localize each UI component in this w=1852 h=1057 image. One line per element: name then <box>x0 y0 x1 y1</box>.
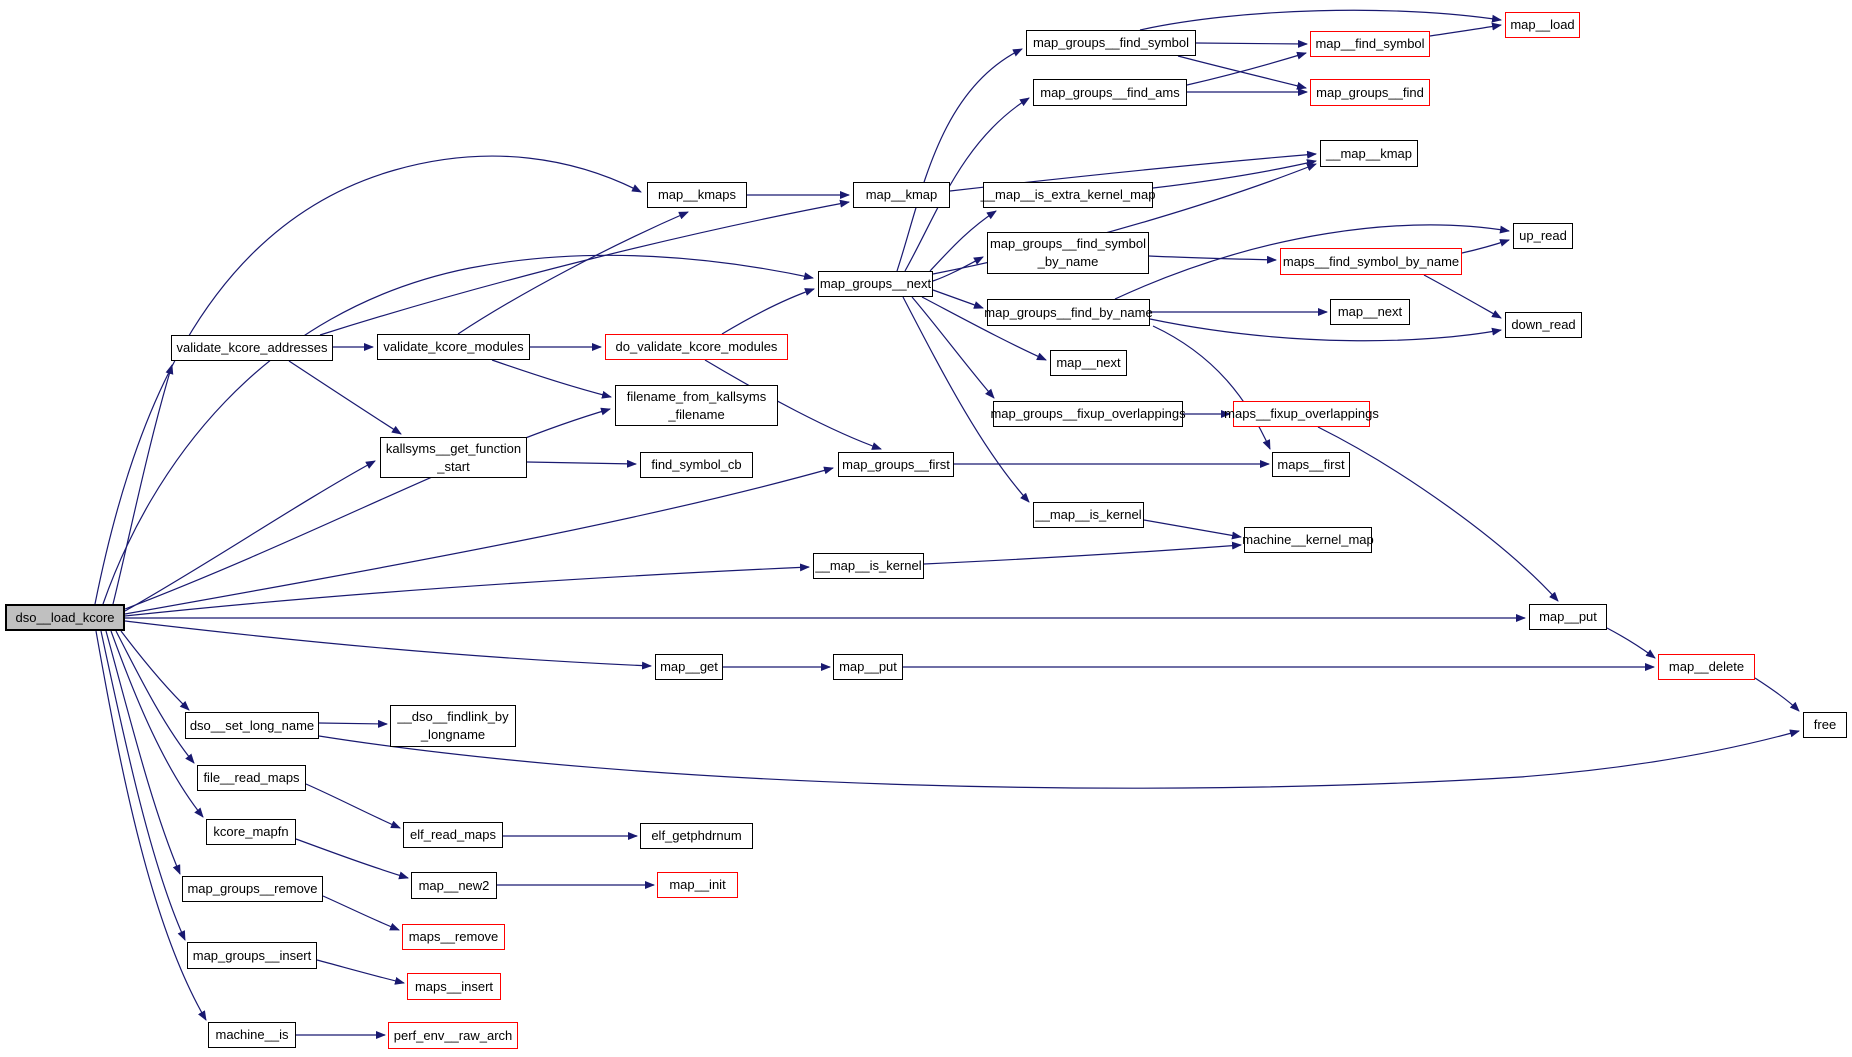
node-label-line: map__next <box>1337 304 1403 320</box>
node-label-line: up_read <box>1519 228 1567 244</box>
node-label-line: maps__remove <box>408 929 499 945</box>
node-map_groups__find_ams[interactable] <box>1033 79 1187 106</box>
node-label-line: map__put <box>839 659 897 675</box>
node-label-line: down_read <box>1511 317 1576 333</box>
node-map__kmaps[interactable] <box>647 182 747 208</box>
node-__map__is_kernel_2[interactable] <box>813 553 924 579</box>
node-dso__set_long_name[interactable] <box>185 712 319 739</box>
node-label-line: map__put <box>1539 609 1597 625</box>
node-label-line: map__find_symbol <box>1315 36 1425 52</box>
node-label-line: maps__fixup_overlappings <box>1224 406 1379 422</box>
node-label-line: map__kmaps <box>657 187 737 203</box>
node-maps__first[interactable] <box>1272 452 1350 477</box>
node-label-line: map_groups__find_symbol <box>1032 35 1190 51</box>
node-__map__is_kernel[interactable] <box>1033 502 1144 528</box>
node-map__init[interactable] <box>657 872 738 898</box>
node-down_read[interactable] <box>1505 312 1582 338</box>
node-label-line: maps__find_symbol_by_name <box>1282 253 1460 269</box>
node-label-line: map__get <box>660 659 718 675</box>
node-label-line: kcore_mapfn <box>213 824 289 840</box>
node-map_groups__remove[interactable] <box>182 876 323 902</box>
node-validate_kcore_addresses[interactable] <box>171 335 333 361</box>
node-maps__remove[interactable] <box>402 924 505 950</box>
node-up_read[interactable] <box>1513 223 1573 249</box>
node-map__delete[interactable] <box>1658 654 1755 680</box>
node-label-line: _by_name <box>1037 254 1099 269</box>
node-machine__kernel_map[interactable] <box>1244 527 1372 553</box>
node-map_groups__insert[interactable] <box>187 942 317 969</box>
node-kcore_mapfn[interactable] <box>206 819 296 845</box>
node-map__next[interactable] <box>1050 350 1127 376</box>
node-label-line: validate_kcore_modules <box>383 339 524 355</box>
node-machine__is[interactable] <box>208 1022 296 1048</box>
node-dso__load_kcore <box>5 604 125 631</box>
node-label-line: map__kmap <box>865 187 938 203</box>
node-label-line: maps__first <box>1277 456 1345 472</box>
node-label-line: map__delete <box>1668 659 1745 675</box>
node-map__put[interactable] <box>833 654 903 680</box>
node-label-line: elf_read_maps <box>410 827 496 843</box>
node-label-line: __map__kmap <box>1326 145 1412 161</box>
node-label-line: free <box>1813 717 1837 733</box>
node-file__read_maps[interactable] <box>197 765 306 791</box>
node-do_validate_kcore_modules[interactable] <box>605 334 788 360</box>
node-label-line: elf_getphdrnum <box>651 828 742 844</box>
node-label-line: _longname <box>420 727 486 742</box>
node-label-line: __map__is_kernel <box>815 558 922 574</box>
node-__map__kmap[interactable] <box>1320 140 1418 167</box>
node-map_groups__find_by_name[interactable] <box>984 299 1153 326</box>
node-label-line: _filename <box>668 406 725 422</box>
node-maps__fixup_overlappings[interactable] <box>1224 401 1379 427</box>
node-label-line: __map__is_extra_kernel_map <box>980 187 1156 203</box>
node-label-line: filename_from_kallsyms <box>626 388 767 404</box>
node-elf_getphdrnum[interactable] <box>640 823 753 849</box>
node-map__find_symbol[interactable] <box>1310 31 1430 57</box>
node-map_groups__next[interactable] <box>818 271 933 297</box>
node-map__kmap[interactable] <box>853 182 950 208</box>
node-free[interactable] <box>1803 712 1847 738</box>
node-label-line: machine__kernel_map <box>1242 532 1374 548</box>
node-validate_kcore_modules[interactable] <box>377 334 530 360</box>
node-perf_env__raw_arch[interactable] <box>388 1022 518 1049</box>
node-label-line: map_groups__fixup_overlappings <box>990 406 1186 422</box>
node-label-line: validate_kcore_addresses <box>176 340 328 356</box>
node-filename_from_kallsyms_filename[interactable] <box>615 385 778 426</box>
node-label-line: _start <box>437 458 470 474</box>
node-label-line: file__read_maps <box>203 770 300 786</box>
node-label-line: map__load <box>1510 17 1575 33</box>
node-label-line: __map__is_kernel <box>1035 507 1142 523</box>
node-map__put_2[interactable] <box>1529 604 1607 630</box>
node-map_groups__find[interactable] <box>1310 79 1430 106</box>
node-find_symbol_cb[interactable] <box>640 452 753 478</box>
node-label-line: map_groups__remove <box>187 881 318 897</box>
node-label-line: dso__set_long_name <box>189 717 315 733</box>
node-map__new2[interactable] <box>411 872 497 899</box>
node-label-line: map_groups__find <box>1316 84 1424 100</box>
node-label-line: map_groups__insert <box>192 947 312 963</box>
node-label-line: map_groups__first <box>842 456 950 472</box>
node-map_groups__first[interactable] <box>838 452 954 477</box>
node-map__get[interactable] <box>655 654 723 680</box>
node-map_groups__find_symbol_by_name[interactable] <box>987 232 1149 274</box>
node-map__load[interactable] <box>1505 12 1580 38</box>
node-label-line: do_validate_kcore_modules <box>615 339 778 355</box>
node-label-line: map_groups__find_by_name <box>984 304 1153 320</box>
node-maps__find_symbol_by_name[interactable] <box>1280 248 1462 275</box>
node-label-line: map__init <box>669 877 726 893</box>
node-label-line: find_symbol_cb <box>651 457 742 473</box>
node-label-line: machine__is <box>215 1027 289 1043</box>
node-kallsyms__get_function_start[interactable] <box>380 437 527 478</box>
node-map_groups__find_symbol[interactable] <box>1026 30 1196 56</box>
node-maps__insert[interactable] <box>407 973 501 1000</box>
node-label-line: perf_env__raw_arch <box>393 1027 513 1043</box>
node-__dso__findlink_by_longname[interactable] <box>390 705 516 747</box>
node-label-line: map_groups__next <box>819 276 932 292</box>
node-label-line: map_groups__find_symbol <box>989 236 1147 252</box>
node-elf_read_maps[interactable] <box>403 822 503 848</box>
node-label-line: kallsyms__get_function <box>385 440 522 456</box>
node-label-line: dso__load_kcore <box>15 609 115 625</box>
node-label-line: __dso__findlink_by <box>397 709 509 725</box>
node-label-line: maps__insert <box>414 978 494 994</box>
node-map__next_2[interactable] <box>1330 299 1410 325</box>
node-label-line: map__new2 <box>418 877 490 893</box>
node-__map__is_extra_kernel_map[interactable] <box>980 182 1156 208</box>
node-label-line: map_groups__find_ams <box>1040 84 1180 100</box>
node-map_groups__fixup_overlappings[interactable] <box>990 401 1186 427</box>
node-label-line: map__next <box>1056 355 1121 371</box>
